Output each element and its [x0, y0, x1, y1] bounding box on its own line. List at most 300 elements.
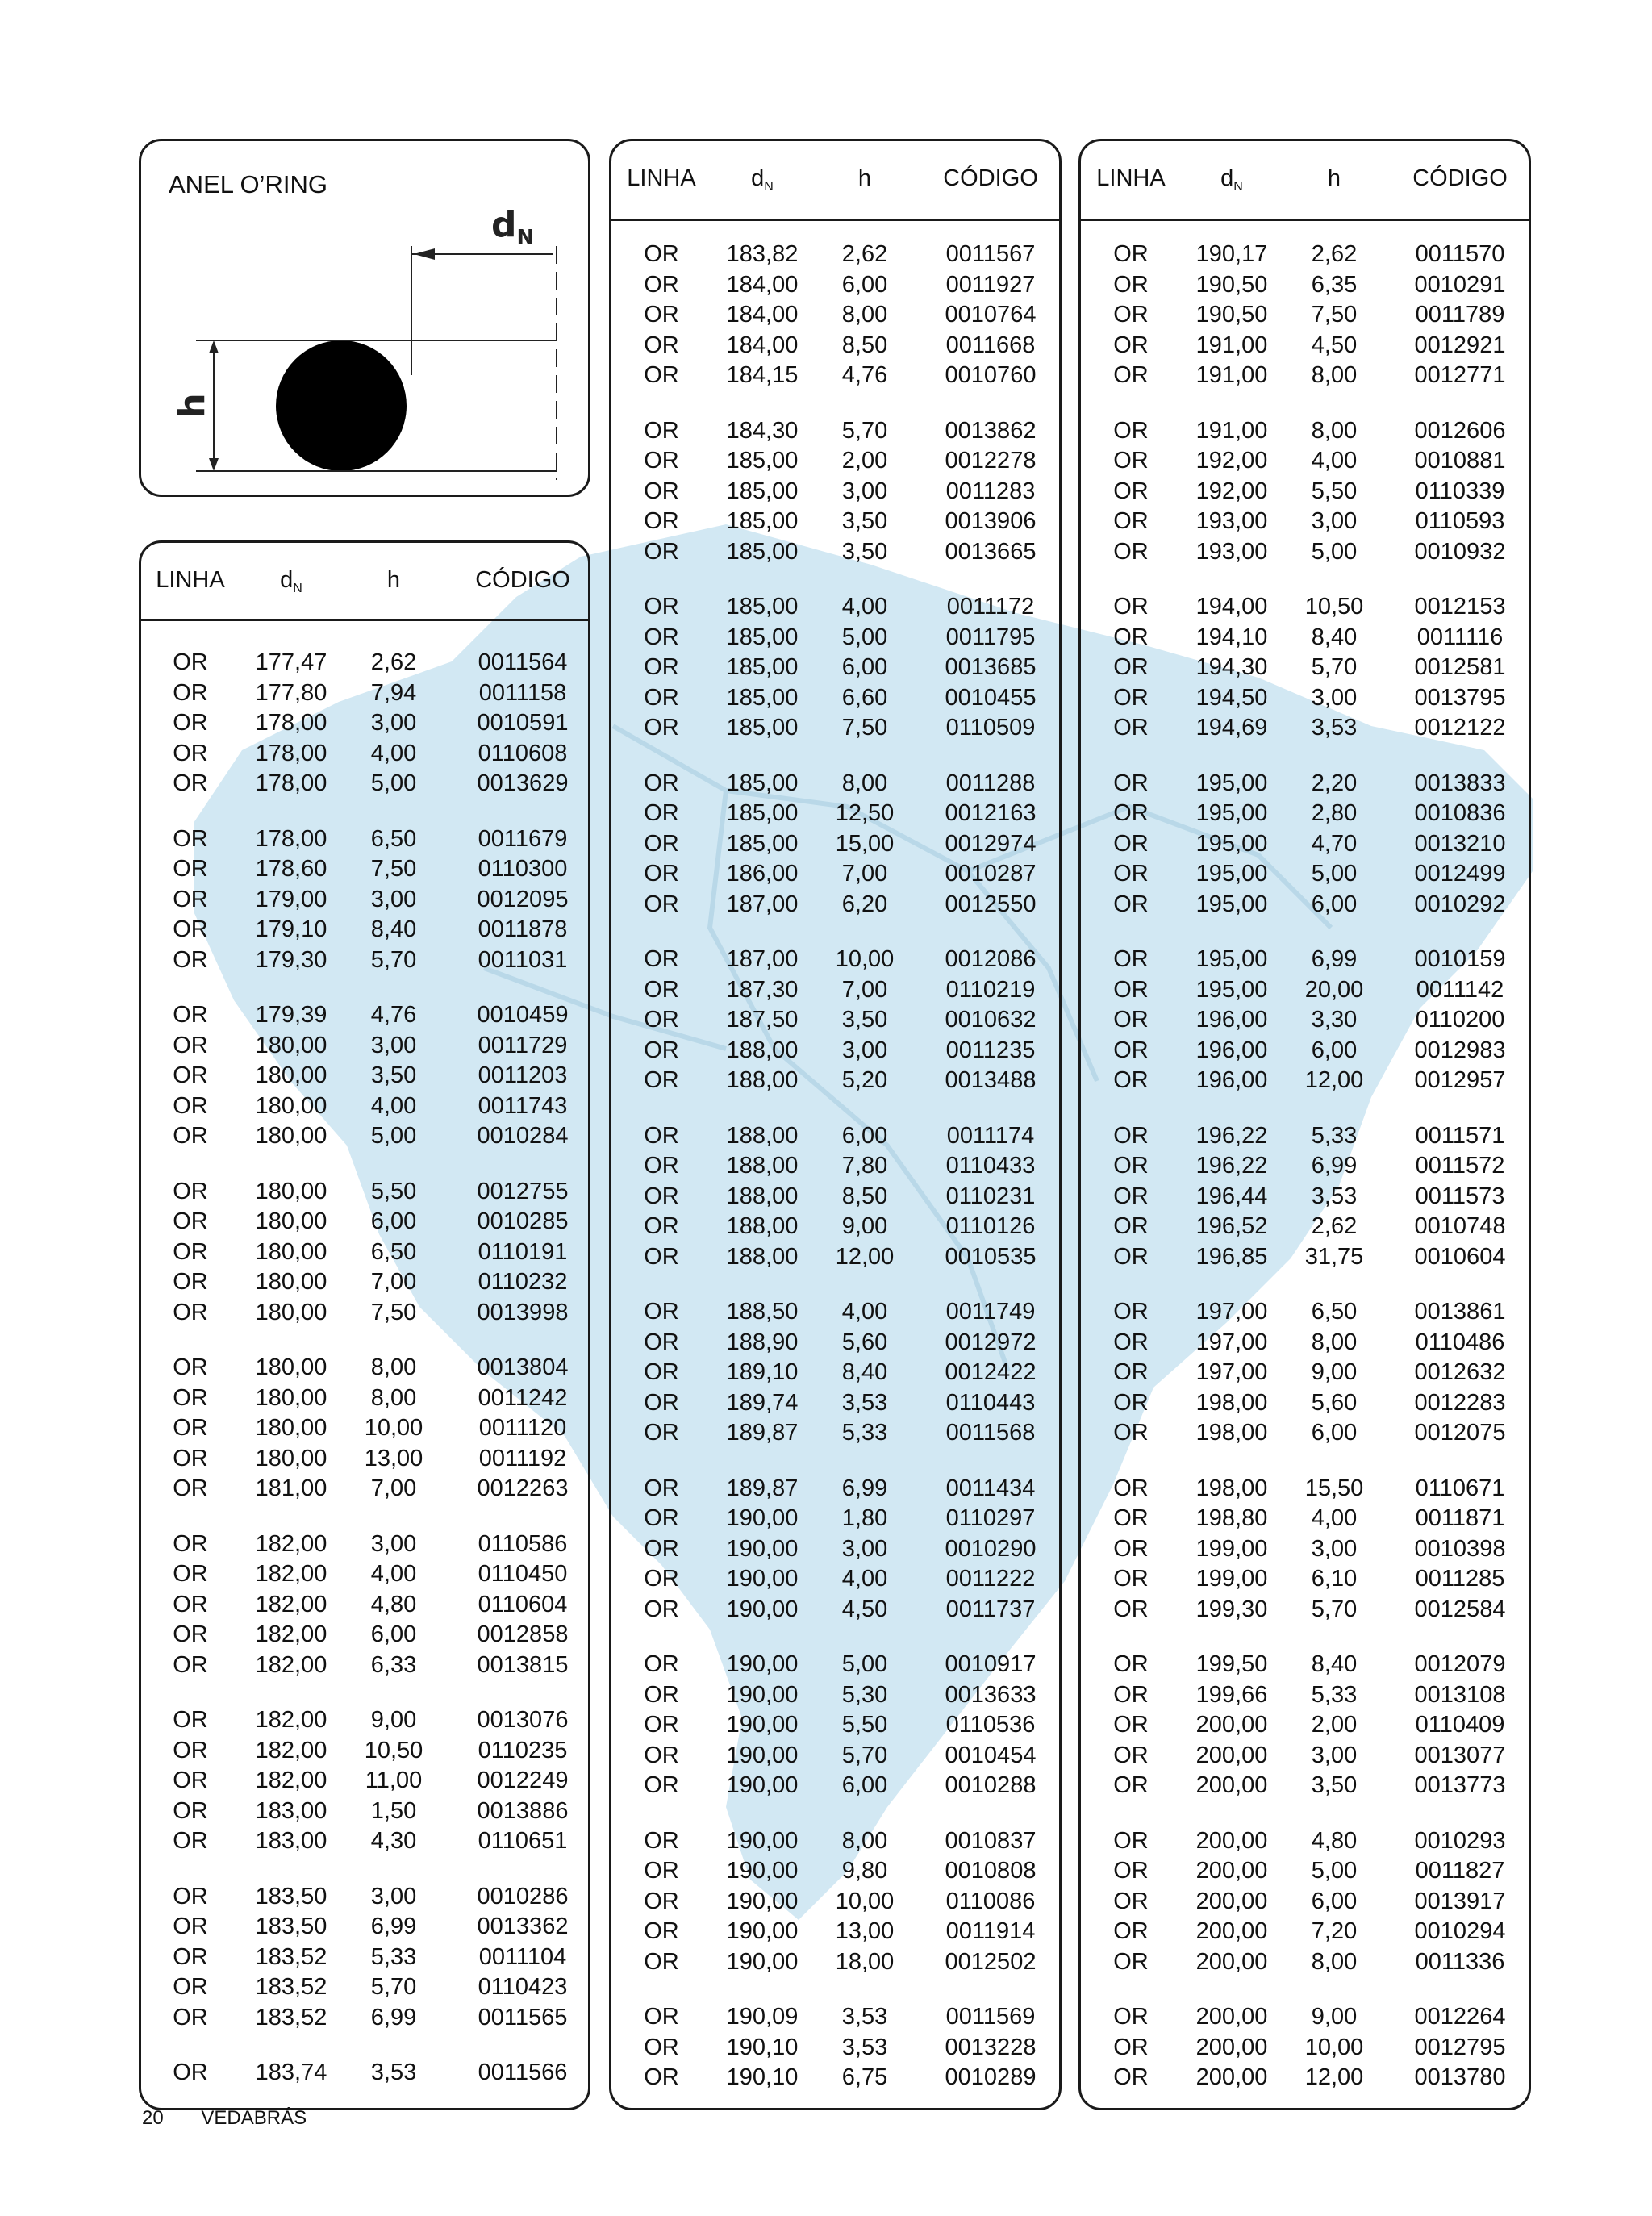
table-row	[141, 1974, 588, 2004]
table-row	[611, 508, 1059, 538]
table-row	[1081, 332, 1529, 362]
dn-cell: 188,00	[726, 1183, 799, 1209]
col-codigo-header: CÓDIGO	[1412, 165, 1508, 191]
h-cell: 6,75	[841, 2064, 888, 2090]
codigo-cell: 0012771	[1414, 362, 1506, 388]
h-cell: 5,00	[841, 624, 888, 650]
h-cell: 10,50	[1304, 594, 1364, 620]
linha-cell: OR	[173, 1621, 208, 1647]
linha-cell: OR	[173, 1415, 208, 1441]
table-row	[611, 1037, 1059, 1067]
linha-cell: OR	[644, 1681, 679, 1708]
linha-cell: OR	[173, 1797, 208, 1824]
dn-cell: 198,00	[1195, 1389, 1268, 1416]
dn-cell: 187,30	[726, 976, 799, 1003]
h-cell: 5,00	[1311, 1858, 1358, 1884]
table-row	[611, 1213, 1059, 1243]
linha-cell: OR	[1113, 1596, 1149, 1622]
linha-cell: OR	[1113, 1153, 1149, 1179]
table-row	[141, 916, 588, 946]
linha-cell: OR	[1113, 1566, 1149, 1592]
table-row	[141, 1269, 588, 1299]
codigo-cell: 0110443	[945, 1389, 1036, 1416]
h-cell: 6,00	[1311, 1888, 1358, 1914]
h-cell: 8,00	[370, 1384, 417, 1411]
table-row	[1081, 302, 1529, 332]
table-row	[141, 1123, 588, 1153]
oring-cross-section-diagram	[141, 141, 588, 495]
table-row	[1081, 1329, 1529, 1359]
table-row	[1081, 1183, 1529, 1213]
codigo-cell: 0013362	[477, 1913, 569, 1939]
table-row	[141, 1884, 588, 1913]
h-cell: 3,53	[841, 2034, 888, 2060]
codigo-cell: 0012795	[1414, 2034, 1506, 2060]
dn-cell: 200,00	[1195, 1712, 1268, 1738]
dn-cell: 183,50	[255, 1913, 327, 1939]
h-cell: 8,00	[1311, 1329, 1358, 1355]
dn-cell: 180,00	[255, 1415, 327, 1441]
codigo-cell: 0012632	[1414, 1359, 1506, 1385]
table-row	[1081, 539, 1529, 569]
table-row	[141, 1738, 588, 1767]
h-cell: 7,00	[370, 1475, 417, 1501]
dn-cell: 184,00	[726, 332, 799, 358]
dn-cell: 182,00	[255, 1767, 327, 1793]
dn-cell: 190,10	[726, 2064, 799, 2090]
linha-cell: OR	[1113, 332, 1149, 358]
dn-cell: 198,00	[1195, 1420, 1268, 1446]
dn-cell: 190,00	[726, 1712, 799, 1738]
h-cell: 7,94	[370, 679, 417, 706]
codigo-cell: 0011283	[945, 478, 1036, 504]
h-cell: 10,00	[835, 1888, 895, 1914]
dn-cell: 183,00	[255, 1797, 327, 1824]
linha-cell: OR	[1113, 946, 1149, 972]
linha-cell: OR	[644, 770, 679, 796]
codigo-cell: 0012921	[1414, 332, 1506, 358]
codigo-cell: 0010289	[945, 2064, 1037, 2090]
linha-cell: OR	[644, 1566, 679, 1592]
h-cell: 7,00	[841, 861, 888, 887]
table-row	[1081, 831, 1529, 861]
dn-cell: 180,00	[255, 1032, 327, 1058]
linha-cell: OR	[1113, 1712, 1149, 1738]
dn-cell: 177,80	[255, 679, 327, 706]
table-row	[611, 1712, 1059, 1742]
table-row	[141, 1446, 588, 1475]
dn-cell: 185,00	[726, 538, 799, 565]
codigo-cell: 0110126	[945, 1213, 1036, 1239]
h-cell: 3,53	[1311, 715, 1358, 741]
codigo-cell: 0110604	[478, 1591, 568, 1617]
table-row	[141, 1621, 588, 1651]
dn-cell: 190,09	[726, 2004, 799, 2030]
dn-cell: 195,00	[1195, 861, 1268, 887]
table-row	[611, 1299, 1059, 1329]
col-linha-header: LINHA	[1096, 165, 1166, 191]
dn-cell: 189,87	[726, 1475, 799, 1501]
table-row	[1081, 1007, 1529, 1037]
h-cell: 3,50	[370, 1062, 417, 1088]
h-cell: 5,50	[370, 1178, 417, 1204]
dn-cell: 199,66	[1195, 1681, 1268, 1708]
dn-cell: 190,00	[726, 1742, 799, 1768]
linha-cell: OR	[1113, 684, 1149, 711]
h-cell: 7,50	[841, 715, 888, 741]
col-codigo-header: CÓDIGO	[475, 567, 570, 593]
linha-cell: OR	[173, 856, 208, 882]
h-cell: 9,00	[1311, 1359, 1358, 1385]
linha-cell: OR	[173, 1561, 208, 1587]
linha-cell: OR	[1113, 976, 1149, 1003]
linha-cell: OR	[1113, 800, 1149, 826]
codigo-cell: 0110300	[478, 856, 568, 882]
dn-cell: 180,00	[255, 1208, 327, 1234]
dn-cell: 194,10	[1195, 624, 1268, 650]
h-cell: 8,00	[841, 1827, 888, 1854]
linha-cell: OR	[173, 649, 208, 675]
linha-cell: OR	[644, 715, 679, 741]
codigo-cell: 0010159	[1414, 946, 1506, 972]
dn-cell: 200,00	[1195, 1918, 1268, 1944]
table-row	[141, 2005, 588, 2034]
codigo-cell: 0013917	[1414, 1888, 1506, 1914]
table-row	[1081, 1123, 1529, 1153]
table-row	[1081, 418, 1529, 448]
table-row	[611, 1566, 1059, 1596]
oring-diagram-panel	[139, 139, 590, 497]
table-row	[141, 710, 588, 740]
codigo-cell: 0012983	[1414, 1037, 1506, 1063]
linha-cell: OR	[644, 417, 679, 444]
col-h-header: h	[1327, 165, 1341, 191]
h-cell: 8,00	[1311, 1948, 1358, 1975]
table-row	[1081, 1475, 1529, 1505]
codigo-cell: 0011031	[478, 946, 568, 973]
dn-cell: 184,30	[726, 417, 799, 444]
dn-cell: 183,52	[255, 2004, 327, 2030]
dn-cell: 192,00	[1195, 478, 1268, 504]
table-row	[1081, 770, 1529, 800]
h-cell: 8,50	[841, 332, 888, 358]
dn-cell: 196,85	[1195, 1243, 1268, 1270]
dn-cell: 180,00	[255, 1269, 327, 1295]
table-row	[611, 362, 1059, 392]
codigo-cell: 0110593	[1415, 508, 1505, 534]
dn-cell: 196,22	[1195, 1122, 1268, 1149]
h-cell: 6,35	[1311, 271, 1358, 298]
dn-cell: 195,00	[1195, 891, 1268, 917]
table-row	[611, 448, 1059, 478]
dn-cell: 191,00	[1195, 332, 1268, 358]
dn-cell: 194,30	[1195, 654, 1268, 680]
h-cell: 3,00	[370, 1530, 417, 1557]
table-row	[611, 332, 1059, 362]
linha-cell: OR	[1113, 1535, 1149, 1562]
dn-cell: 184,00	[726, 302, 799, 328]
table-row	[141, 2060, 588, 2089]
h-cell: 9,00	[841, 1213, 888, 1239]
h-cell: 6,10	[1311, 1566, 1358, 1592]
table-row	[1081, 624, 1529, 654]
h-cell: 6,50	[370, 825, 417, 852]
dn-cell: 200,00	[1195, 1858, 1268, 1884]
codigo-cell: 0011570	[1415, 241, 1505, 267]
dn-cell: 183,50	[255, 1883, 327, 1909]
dn-cell: 185,00	[726, 800, 799, 826]
linha-cell: OR	[173, 2060, 208, 2085]
codigo-cell: 0013906	[945, 508, 1037, 534]
table-row	[1081, 508, 1529, 538]
dn-cell: 199,50	[1195, 1651, 1268, 1677]
codigo-cell: 0011203	[478, 1062, 568, 1088]
table-row	[141, 1944, 588, 1974]
table-row	[1081, 685, 1529, 715]
codigo-cell: 0011573	[1415, 1183, 1505, 1209]
dn-cell: 183,82	[726, 241, 799, 267]
h-cell: 3,53	[370, 2060, 417, 2085]
h-cell: 4,80	[1311, 1827, 1358, 1854]
linha-cell: OR	[173, 1913, 208, 1939]
linha-cell: OR	[644, 1007, 679, 1033]
dn-cell: 188,00	[726, 1037, 799, 1063]
linha-cell: OR	[644, 1535, 679, 1562]
table-row	[1081, 1772, 1529, 1802]
h-cell: 5,70	[370, 1974, 417, 2000]
table-row	[1081, 891, 1529, 921]
codigo-cell: 0011104	[478, 1943, 567, 1970]
linha-cell: OR	[173, 1828, 208, 1854]
codigo-cell: 0010294	[1414, 1918, 1506, 1944]
h-cell: 3,50	[1311, 1772, 1358, 1798]
h-cell: 10,00	[835, 946, 895, 972]
h-cell: 18,00	[835, 1948, 895, 1975]
table-row	[141, 1652, 588, 1682]
h-cell: 13,00	[835, 1918, 895, 1944]
h-cell: 3,00	[841, 478, 888, 504]
codigo-cell: 0110433	[945, 1153, 1036, 1179]
dn-cell: 180,00	[255, 1062, 327, 1088]
table-row	[141, 1300, 588, 1329]
codigo-cell: 0110423	[478, 1974, 568, 2000]
table-row	[611, 1742, 1059, 1772]
dn-cell: 195,00	[1195, 830, 1268, 857]
codigo-cell: 0110651	[478, 1828, 568, 1854]
dn-cell: 179,00	[255, 886, 327, 912]
linha-cell: OR	[1113, 1505, 1149, 1531]
h-cell: 8,00	[841, 770, 888, 796]
dn-cell: 180,00	[255, 1092, 327, 1119]
linha-cell: OR	[644, 1505, 679, 1531]
codigo-cell: 0011914	[945, 1918, 1036, 1944]
h-cell: 8,40	[1311, 624, 1358, 650]
dn-cell: 188,00	[726, 1122, 799, 1149]
linha-cell: OR	[644, 946, 679, 972]
linha-cell: OR	[173, 1974, 208, 2000]
linha-cell: OR	[644, 1712, 679, 1738]
table-row	[141, 680, 588, 710]
table-row	[141, 741, 588, 770]
dn-cell: 200,00	[1195, 1742, 1268, 1768]
codigo-cell: 0011142	[1416, 976, 1504, 1003]
table-row	[611, 1153, 1059, 1183]
table-row	[611, 1007, 1059, 1037]
col-h-header: h	[386, 567, 401, 593]
col-linha-header: LINHA	[627, 165, 696, 191]
dn-cell: 189,87	[726, 1420, 799, 1446]
h-cell: 9,00	[1311, 2004, 1358, 2030]
codigo-cell: 0011568	[945, 1420, 1036, 1446]
codigo-cell: 0013862	[945, 417, 1037, 444]
table-row	[1081, 1390, 1529, 1420]
h-cell: 6,00	[370, 1208, 417, 1234]
linha-cell: OR	[173, 886, 208, 912]
table-row	[611, 685, 1059, 715]
codigo-cell: 0013665	[945, 538, 1037, 565]
table-row	[1081, 1651, 1529, 1681]
dn-cell: 185,00	[726, 770, 799, 796]
codigo-cell: 0011336	[1415, 1948, 1505, 1975]
h-cell: 5,20	[841, 1067, 888, 1093]
codigo-cell: 0013685	[945, 654, 1037, 680]
linha-cell: OR	[1113, 891, 1149, 917]
codigo-cell: 0010836	[1414, 800, 1506, 826]
dn-cell: 198,80	[1195, 1505, 1268, 1531]
codigo-cell: 0012263	[477, 1475, 569, 1501]
table-row	[611, 1420, 1059, 1450]
linha-cell: OR	[1113, 1827, 1149, 1854]
dn-cell: 200,00	[1195, 1948, 1268, 1975]
table-row	[611, 1949, 1059, 1979]
dn-cell: 196,00	[1195, 1037, 1268, 1063]
h-cell: 4,00	[370, 740, 417, 766]
table-row	[141, 1239, 588, 1269]
codigo-cell: 0110671	[1415, 1475, 1505, 1501]
linha-cell: OR	[644, 302, 679, 328]
dn-cell: 187,00	[726, 946, 799, 972]
table-row	[611, 1596, 1059, 1626]
linha-cell: OR	[1113, 770, 1149, 796]
h-cell: 7,50	[370, 856, 417, 882]
table-row	[1081, 2064, 1529, 2094]
dn-cell: 180,00	[255, 1354, 327, 1380]
dn-cell: 188,90	[726, 1329, 799, 1355]
table-row	[1081, 272, 1529, 302]
table-row	[611, 1682, 1059, 1712]
codigo-cell: 0012502	[945, 1948, 1037, 1975]
dn-cell: 188,00	[726, 1067, 799, 1093]
codigo-cell: 0011668	[945, 332, 1036, 358]
table-row	[141, 770, 588, 800]
linha-cell: OR	[173, 679, 208, 706]
codigo-cell: 0013998	[477, 1299, 569, 1325]
h-cell: 5,50	[1311, 478, 1358, 504]
linha-cell: OR	[1113, 1359, 1149, 1385]
linha-cell: OR	[1113, 2034, 1149, 2060]
h-cell: 8,00	[370, 1354, 417, 1380]
dn-cell: 182,00	[255, 1591, 327, 1617]
dn-cell: 199,00	[1195, 1535, 1268, 1562]
codigo-cell: 0110231	[945, 1183, 1036, 1209]
linha-cell: OR	[1113, 715, 1149, 741]
linha-cell: OR	[173, 1737, 208, 1763]
table-row	[1081, 861, 1529, 891]
dn-cell: 186,00	[726, 861, 799, 887]
linha-cell: OR	[1113, 362, 1149, 388]
h-cell: 3,00	[370, 1883, 417, 1909]
table-row	[1081, 1918, 1529, 1948]
codigo-cell: 0010632	[945, 1007, 1037, 1033]
table-row	[141, 1385, 588, 1415]
table-row	[611, 1918, 1059, 1948]
codigo-cell: 0110586	[478, 1530, 568, 1557]
page-number: 20	[142, 2107, 164, 2129]
table-row	[1081, 1742, 1529, 1772]
codigo-cell: 0012606	[1414, 417, 1506, 444]
table-row	[611, 2004, 1059, 2034]
table-row	[1081, 1153, 1529, 1183]
h-cell: 4,00	[841, 1566, 888, 1592]
linha-cell: OR	[173, 916, 208, 942]
table-row	[611, 241, 1059, 271]
codigo-cell: 0010748	[1414, 1213, 1506, 1239]
codigo-cell: 0010286	[477, 1883, 569, 1909]
linha-cell: OR	[644, 2034, 679, 2060]
h-cell: 6,00	[841, 1772, 888, 1798]
h-cell: 6,00	[370, 1621, 417, 1647]
linha-cell: OR	[173, 1208, 208, 1234]
h-cell: 2,00	[1311, 1712, 1358, 1738]
col-linha-header: LINHA	[156, 567, 225, 593]
codigo-cell: 0012957	[1414, 1067, 1506, 1093]
codigo-cell: 0013108	[1414, 1681, 1506, 1708]
codigo-cell: 0013833	[1414, 770, 1506, 796]
codigo-cell: 0011743	[478, 1092, 568, 1119]
codigo-cell: 0010284	[477, 1123, 569, 1149]
dn-cell: 190,00	[726, 1948, 799, 1975]
dn-cell: 179,39	[255, 1002, 327, 1028]
dn-cell: 188,00	[726, 1153, 799, 1179]
dn-cell: 190,10	[726, 2034, 799, 2060]
table-row	[1081, 241, 1529, 271]
col-dn-header: $d_N$	[751, 165, 774, 194]
h-cell: 2,62	[841, 241, 888, 267]
linha-cell: OR	[173, 1269, 208, 1295]
codigo-cell: 0012264	[1414, 2004, 1506, 2030]
codigo-cell: 0012086	[945, 946, 1037, 972]
dimension-dn-label: $d_N$	[491, 204, 535, 250]
table-row	[141, 1093, 588, 1123]
linha-cell: OR	[1113, 1475, 1149, 1501]
h-cell: 3,50	[841, 508, 888, 534]
h-cell: 5,33	[1311, 1122, 1358, 1149]
h-cell: 6,00	[841, 1122, 888, 1149]
table-row	[611, 831, 1059, 861]
table-2-header	[611, 141, 1059, 221]
codigo-cell: 0110219	[945, 976, 1036, 1003]
table-row	[141, 649, 588, 679]
table-row	[611, 770, 1059, 800]
table-row	[141, 1475, 588, 1505]
dn-cell: 195,00	[1195, 770, 1268, 796]
codigo-cell: 0110509	[945, 715, 1036, 741]
dn-cell: 190,00	[726, 1535, 799, 1562]
linha-cell: OR	[173, 1123, 208, 1149]
codigo-cell: 0110297	[945, 1505, 1036, 1531]
h-cell: 6,20	[841, 891, 888, 917]
codigo-cell: 0011679	[478, 825, 568, 852]
